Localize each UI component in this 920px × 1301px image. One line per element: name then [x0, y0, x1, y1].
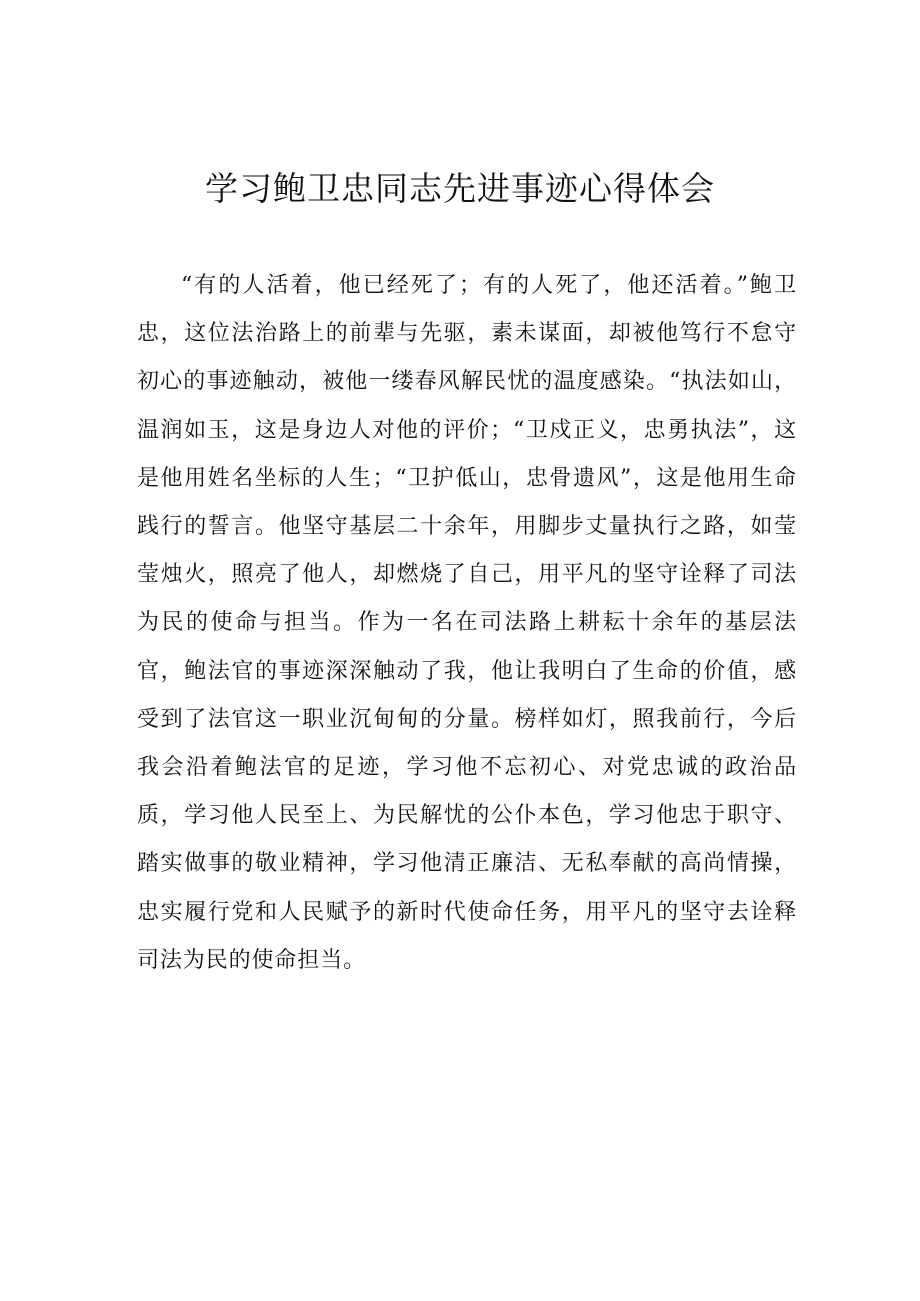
body-paragraph: “有的人活着，他已经死了；有的人死了，他还活着。”鲍卫忠，这位法治路上的前辈与先驱，素未谋面，却被他笃行不怠守初心的事迹触动，被他一缕春风解民忧的温度感染。“执法如山，温润如玉，这是身边人对他的评价；“卫戍正义，忠勇执法”，这是他用姓名坐标的人生；“卫护低山，忠骨遗风”，这是他用生命践行的誓言。他坚守基层二十余年，用脚步丈量执行之路，如莹莹烛火，照亮了他人，却燃烧了自己，用平凡的坚守诠释了司法为民的使命与担当。作为一名在司法路上耕耘十余年的基层法官，鲍法官的事迹深深触动了我，他让我明白了生命的价值，感受到了法官这一职业沉甸甸的分量。榜样如灯，照我前行，今后我会沿着鲍法官的足迹，学习他不忘初心、对党忠诚的政治品质，学习他人民至上、为民解忧的公仆本色，学习他忠于职守、踏实做事的敬业精神，学习他清正廉洁、无私奉献的高尚情操，忠实履行党和人民赋予的新时代使命任务，用平凡的坚守去诠释司法为民的使命担当。 [137, 273, 797, 973]
page-title: 学习鲍卫忠同志先进事迹心得体会 [205, 169, 715, 208]
